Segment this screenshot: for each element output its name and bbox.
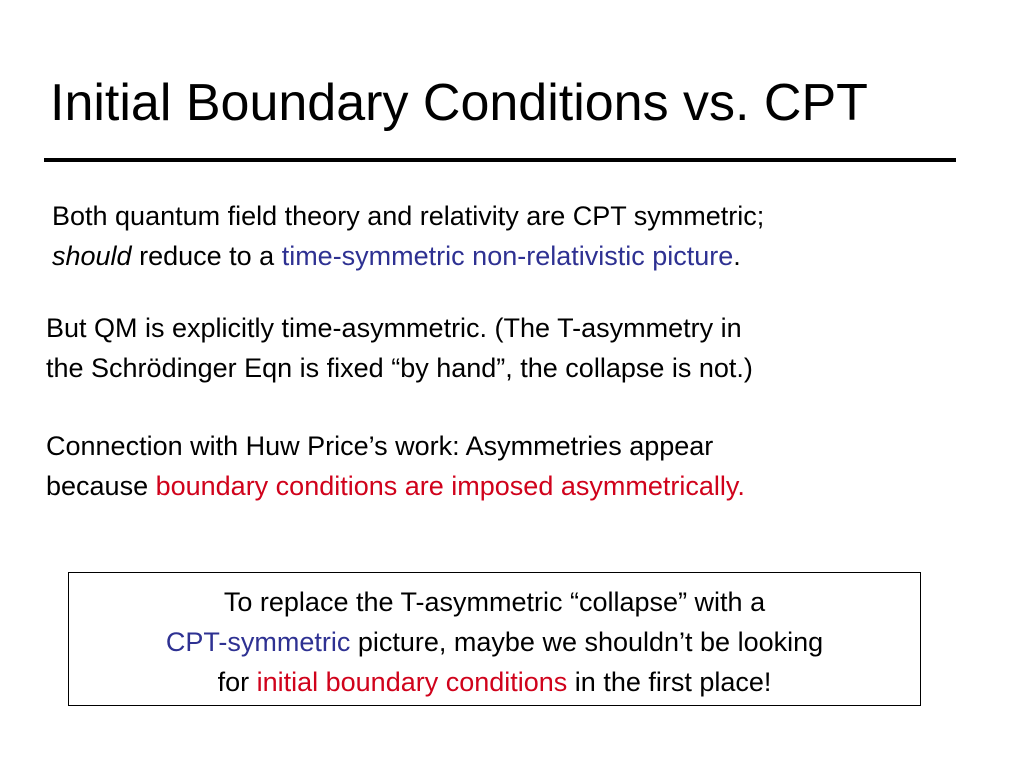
- p1-italic-should: should: [52, 241, 132, 271]
- p1-end: .: [733, 241, 741, 271]
- p2-line2: the Schrödinger Eqn is fixed “by hand”, the collapse is not.): [46, 353, 753, 383]
- p3-line2: [46, 466, 745, 506]
- title-divider: [44, 158, 956, 162]
- p2-line1: But QM is explicitly time-asymmetric. (The T-asymmetry in: [46, 313, 742, 343]
- p3-start: because: [46, 471, 156, 501]
- conclusion-box: [68, 572, 921, 706]
- paragraph-cpt-symmetry: [52, 196, 764, 276]
- p1-blue-phrase: time-symmetric non-relativistic picture: [281, 241, 734, 271]
- slide-title: Initial Boundary Conditions vs. CPT: [50, 74, 868, 132]
- box-line2: [69, 622, 920, 662]
- box-line2-rest: picture, maybe we shouldn’t be looking: [350, 627, 824, 657]
- box-blue-phrase: CPT-symmetric: [165, 627, 351, 657]
- p3-line1: Connection with Huw Price’s work: Asymmetries appear: [46, 431, 714, 461]
- box-red-phrase: initial boundary conditions: [256, 667, 568, 697]
- box-line3-start: for: [217, 667, 257, 697]
- box-line3-end: in the first place!: [567, 667, 772, 697]
- box-line3: [69, 662, 920, 702]
- p1-mid: reduce to a: [131, 241, 282, 271]
- paragraph-qm-asymmetry: [46, 308, 753, 388]
- box-line1: To replace the T-asymmetric “collapse” with a: [223, 587, 766, 617]
- paragraph-huw-price: [46, 426, 745, 506]
- p3-red-phrase: boundary conditions are imposed asymmetrically.: [155, 471, 745, 501]
- p1-line1: Both quantum field theory and relativity are CPT symmetric;: [52, 201, 765, 231]
- p1-line2: [52, 236, 764, 276]
